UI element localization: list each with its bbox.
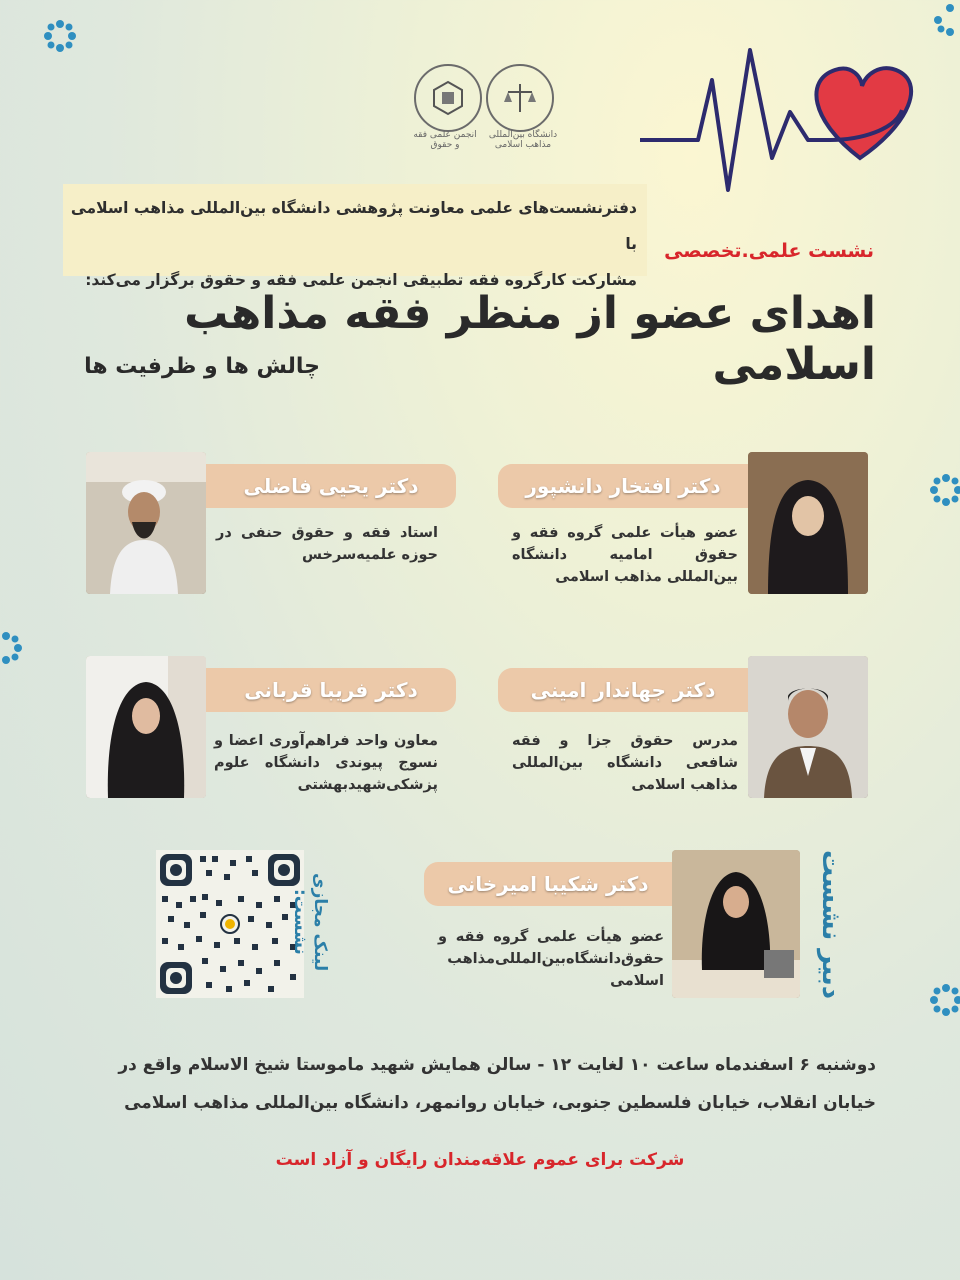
event-kind: نشست علمی.تخصصی	[664, 240, 874, 262]
address-line: دوشنبه ۶ اسفندماه ساعت ۱۰ لغایت ۱۲ - سالن همایش شهید ماموستا شیخ الاسلام واقع در	[118, 1055, 876, 1075]
speaker-photo	[86, 656, 206, 798]
speaker-description: استاد فقه و حقوق حنفی در حوزه علمیه‌سرخس	[216, 525, 438, 563]
speaker-name: دکتر جهاندار امینی	[498, 668, 748, 712]
speaker-photo	[748, 452, 868, 594]
flower-ornament-icon	[926, 980, 960, 1020]
speaker-name: دکتر فریبا قربانی	[206, 668, 456, 712]
page-title: اهدای عضو از منظر فقه مذاهب اسلامی	[184, 288, 876, 390]
speaker-description: عضو هیأت علمی گروه فقه و حقوق امامیه دانشگاه بین‌المللی مذاهب اسلامی	[512, 525, 738, 585]
flower-ornament-icon	[930, 0, 960, 40]
speaker-description: معاون واحد فراهم‌آوری اعضا و نسوج پیوندی دانشگاه علوم پزشکی‌شهیدبهشتی	[214, 733, 438, 793]
speaker-name: دکتر افتخار دانشپور	[498, 464, 748, 508]
flower-ornament-icon	[0, 628, 26, 668]
intro-line: مشارکت کارگروه فقه تطبیقی انجمن علمی فقه و حقوق برگزار می‌کند:	[85, 271, 637, 289]
event-address	[70, 1046, 876, 1122]
qr-link-label: لینک مجازی نشست:	[290, 872, 330, 972]
speaker-description: مدرس حقوق جزا و فقه شافعی دانشگاه بین‌المللی مذاهب اسلامی	[512, 733, 738, 793]
university-logo-icon	[486, 64, 554, 132]
speaker-photo	[748, 656, 868, 798]
speaker-photo	[672, 850, 800, 998]
flower-ornament-icon	[40, 16, 80, 56]
institution-logo-icon	[414, 64, 482, 132]
moderator-label: دبیر نشست	[816, 850, 846, 1000]
logo-caption: دانشگاه بین‌المللی مذاهب اسلامی	[488, 130, 558, 150]
flower-ornament-icon	[926, 470, 960, 510]
page-subtitle: چالش ها و ظرفیت ها	[84, 354, 320, 379]
heartbeat-heart-icon	[640, 40, 940, 210]
qr-code-icon	[156, 850, 304, 998]
intro-line: دفترنشست‌های علمی معاونت پژوهشی دانشگاه بین‌المللی مذاهب اسلامی با	[70, 199, 637, 253]
speaker-photo	[86, 452, 206, 594]
speaker-description: عضو هیأت علمی گروه فقه و حقوق‌دانشگاه‌بین‌المللی‌مذاهب اسلامی	[438, 929, 664, 989]
speaker-name: دکتر شکیبا امیرخانی	[424, 862, 672, 906]
intro-box	[63, 184, 647, 289]
logo-caption: انجمن علمی فقه و حقوق	[413, 130, 477, 150]
speaker-name: دکتر یحیی فاضلی	[206, 464, 456, 508]
free-admission-note: شرکت برای عموم علاقه‌مندان رایگان و آزاد است	[275, 1150, 685, 1170]
qr-code[interactable]	[156, 850, 304, 998]
address-line: خیابان انقلاب، خیابان فلسطین جنوبی، خیابان روانمهر، دانشگاه بین‌المللی مذاهب اسلامی	[124, 1093, 876, 1113]
